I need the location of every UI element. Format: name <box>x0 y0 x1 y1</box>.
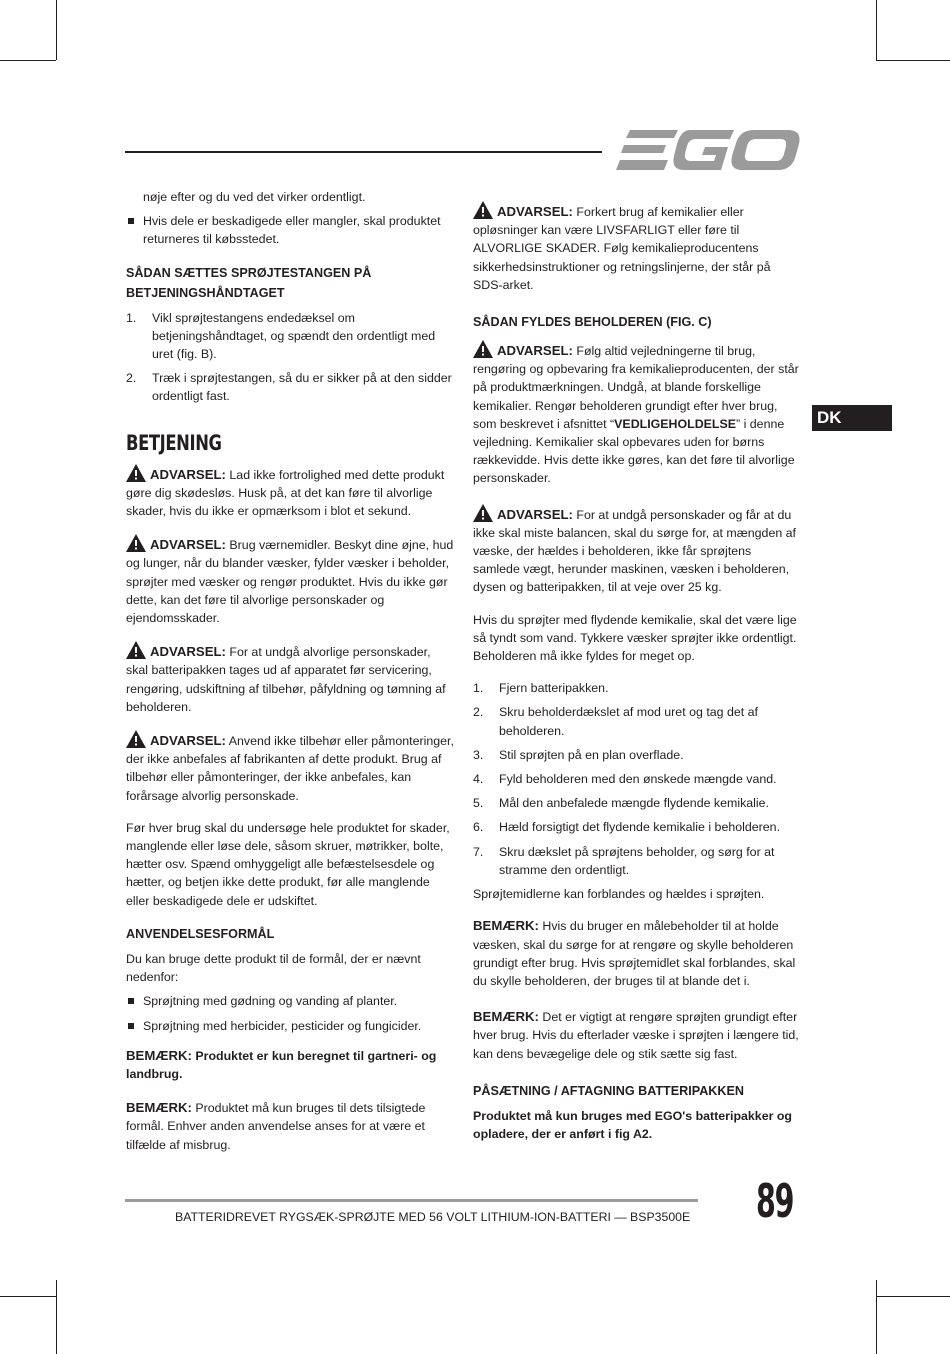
list-item <box>473 818 801 836</box>
list-item-text: Sprøjtning med herbicider, pesticider og fungicider. <box>143 1018 422 1033</box>
list-item <box>126 309 454 364</box>
list-item <box>473 679 801 697</box>
warning-icon <box>126 641 146 659</box>
step-number: 3. <box>473 747 484 762</box>
warning-label: ADVARSEL: <box>150 537 226 553</box>
warning-label: ADVARSEL: <box>497 506 573 522</box>
note-block <box>126 1047 454 1083</box>
warning-block <box>473 201 801 294</box>
list-item <box>126 212 454 248</box>
paragraph: Du kan bruge dette produkt til de formål, der er nævnt nedenfor: <box>126 951 421 985</box>
warning-text: Forkert brug af kemikalier eller opløsninger kan være LIVSFARLIGT eller føre til ALVORLIGE SKADER. Følg kemikalieproducentens sikkerhedsinstruktioner og retningslinjerne, der står på SDS-arket. <box>473 205 771 292</box>
step-text: Fyld beholderen med den ønskede mængde vand. <box>499 772 777 787</box>
crop-mark <box>0 60 56 61</box>
section-heading: ANVENDELSESFORMÅL <box>126 926 275 941</box>
step-number: 1. <box>126 310 137 325</box>
warning-block <box>126 534 454 627</box>
right-column <box>473 201 801 1155</box>
warning-block <box>126 641 454 716</box>
step-number: 1. <box>473 681 484 696</box>
section-reference: VEDLIGEHOLDELSE <box>614 416 737 431</box>
warning-label: ADVARSEL: <box>150 644 226 660</box>
warning-block <box>126 730 454 805</box>
step-text: Skru beholderdækslet af mod uret og tag det af beholderen. <box>499 705 758 738</box>
warning-label: ADVARSEL: <box>150 466 226 482</box>
note-text: Hvis du bruger en målebeholder til at holde væsken, skal du sørge for at rengøre og skylle beholderen grundigt efter brug. Hvis sprøjtemidlet skal forblandes, skal du skylle beholderen, der bruges til at blande det i. <box>473 919 796 988</box>
note-block <box>473 917 801 990</box>
warning-label: ADVARSEL: <box>150 733 226 749</box>
warning-text: For at undgå alvorlige personskader, skal batteripakken tages ud af apparatet før servicering, rengøring, udskiftning af tilbehør, påfyldning og tømning af beholderen. <box>126 645 446 714</box>
step-text: Fjern batteripakken. <box>499 681 609 696</box>
warning-icon <box>126 464 146 482</box>
warning-icon <box>473 340 493 358</box>
warning-text: Brug værnemidler. Beskyt dine øjne, hud og lunger, når du blander væsker, fylder væsker i beholder, sprøjter med væsker og rengør produktet. Hvis du ikke gør dette, kan det føre til alvorlige personskader og ejendomsskader. <box>126 538 454 626</box>
crop-mark <box>876 1296 950 1297</box>
page-section-title: BETJENING <box>126 430 222 455</box>
left-column <box>126 188 454 1166</box>
step-number: 5. <box>473 796 484 811</box>
paragraph: Før hver brug skal du undersøge hele produktet for skader, manglende eller løse dele, såsom skruer, møtrikker, bolte, hætter osv. Spænd omhyggeligt alle befæstelsesdele og hætter, og betjen ikke dette produkt, før alle manglende eller beskadigede dele er udskiftet. <box>126 820 450 908</box>
step-number: 6. <box>473 820 484 835</box>
warning-block <box>473 504 801 597</box>
paragraph: Produktet må kun bruges med EGO's batteripakker og opladere, der er anført i fig A2. <box>473 1108 792 1141</box>
note-text: Det er vigtigt at rengøre sprøjten grundigt efter hver brug. Hvis du efterlader væske i sprøjten i længere tid, kan dens bevægelige dele og stik sætte sig fast. <box>473 1010 799 1061</box>
list-item-text: Sprøjtning med gødning og vanding af planter. <box>143 994 398 1009</box>
note-label: BEMÆRK: <box>126 1047 192 1063</box>
crop-mark <box>876 60 950 61</box>
section-heading: SÅDAN SÆTTES SPRØJTESTANGEN PÅ BETJENINGSHÅNDTAGET <box>126 265 372 300</box>
paragraph: Sprøjtemidlerne kan forblandes og hældes i sprøjten. <box>473 887 765 902</box>
crop-mark <box>56 0 57 60</box>
warning-text: Anvend ikke tilbehør eller påmonteringer, der ikke anbefales af fabrikanten af dette produkt. Brug af tilbehør eller påmonteringer, der ikke anbefales, kan forårsage alvorlig personskade. <box>126 734 454 803</box>
warning-text: Følg altid vejledningerne til brug, rengøring og opbevaring fra kemikalieproducenten, der står på produktmærkningen. Undgå, at blande forskellige kemikalier. Rengør beholderen grundigt efter hver brug, som beskrevet i afsnittet “ <box>473 344 799 431</box>
step-number: 2. <box>473 705 484 720</box>
step-text: Vikl sprøjtestangens endedæksel om betjeningshåndtaget, og spændt den ordentligt med uret (fig. B). <box>152 310 436 362</box>
step-number: 4. <box>473 772 484 787</box>
note-label: BEMÆRK: <box>473 918 539 934</box>
paragraph: nøje efter og du ved det virker ordentligt. <box>143 190 366 204</box>
crop-mark <box>56 1280 57 1354</box>
step-number: 7. <box>473 844 484 859</box>
bullet-icon <box>128 998 134 1004</box>
warning-text: Lad ikke fortrolighed med dette produkt gøre dig skødesløs. Husk på, at det kan føre til alvorlige skader, hvis du ikke er opmærksom i blot et sekund. <box>126 467 445 519</box>
ego-logo <box>616 128 800 172</box>
warning-label: ADVARSEL: <box>497 343 573 359</box>
warning-block <box>126 464 454 521</box>
section-heading: SÅDAN FYLDES BEHOLDEREN (FIG. C) <box>473 315 712 330</box>
list-item <box>126 369 454 405</box>
list-item <box>473 843 801 879</box>
list-item <box>473 746 801 764</box>
step-text: Mål den anbefalede mængde flydende kemikalie. <box>499 796 770 811</box>
language-tab: DK <box>812 405 892 431</box>
list-item-text: Hvis dele er beskadigede eller mangler, skal produktet returneres til købsstedet. <box>143 214 441 247</box>
step-text: Skru dækslet på sprøjtens beholder, og sørg for at stramme den ordentligt. <box>499 844 775 877</box>
bullet-icon <box>128 1023 134 1029</box>
note-label: BEMÆRK: <box>126 1100 192 1116</box>
warning-icon <box>473 504 493 522</box>
bullet-icon <box>128 218 134 224</box>
warning-text: For at undgå personskader og får at du ikke skal miste balancen, skal du sørge for, at mængden af væske, der hældes i beholderen, ikke får sprøjtens samlede vægt, herunder maskinen, væsken i beholderen, dysen og batteripakken, til at veje over 25 kg. <box>473 507 797 595</box>
warning-icon <box>126 730 146 748</box>
list-item <box>126 1017 454 1035</box>
note-block <box>473 1008 801 1063</box>
list-item <box>473 770 801 788</box>
warning-block <box>473 340 801 488</box>
warning-text: ” i denne vejledning. Kemikalier skal opbevares uden for børns rækkevidde. Hvis dette ikke gøres, kan det føre til alvorlige personskader. <box>473 416 795 486</box>
step-number: 2. <box>126 371 137 386</box>
note-label: BEMÆRK: <box>473 1009 539 1025</box>
crop-mark <box>876 1280 877 1354</box>
header-rule <box>125 151 602 153</box>
warning-label: ADVARSEL: <box>497 204 573 219</box>
crop-mark <box>876 0 877 60</box>
paragraph: Hvis du sprøjter med flydende kemikalie, skal det være lige så tyndt som vand. Tykkere væsker sprøjter ikke ordentligt. Beholderen må ikke fyldes for meget op. <box>473 612 797 664</box>
step-text: Træk i sprøjtestangen, så du er sikker på at den sidder ordentligt fast. <box>152 371 452 404</box>
list-item <box>473 794 801 812</box>
list-item <box>126 992 454 1010</box>
section-heading: PÅSÆTNING / AFTAGNING BATTERIPAKKEN <box>473 1083 744 1098</box>
crop-mark <box>0 1296 56 1297</box>
note-block <box>126 1099 454 1154</box>
warning-icon <box>126 534 146 552</box>
note-text: Produktet må kun bruges til dets tilsigtede formål. Enhver anden anvendelse anses for at være et tilfælde af misbrug. <box>126 1101 426 1152</box>
step-text: Stil sprøjten på en plan overflade. <box>499 747 684 762</box>
footer-rule <box>125 1199 698 1202</box>
footer-title: BATTERIDREVET RYGSÆK-SPRØJTE MED 56 VOLT LITHIUM-ION-BATTERI — BSP3500E <box>175 1210 691 1224</box>
step-text: Hæld forsigtigt det flydende kemikalie i beholderen. <box>499 820 781 835</box>
page-number: 89 <box>756 1174 794 1228</box>
warning-icon <box>473 201 493 219</box>
note-text: Produktet er kun beregnet til gartneri- og landbrug. <box>126 1048 437 1081</box>
list-item <box>473 703 801 739</box>
